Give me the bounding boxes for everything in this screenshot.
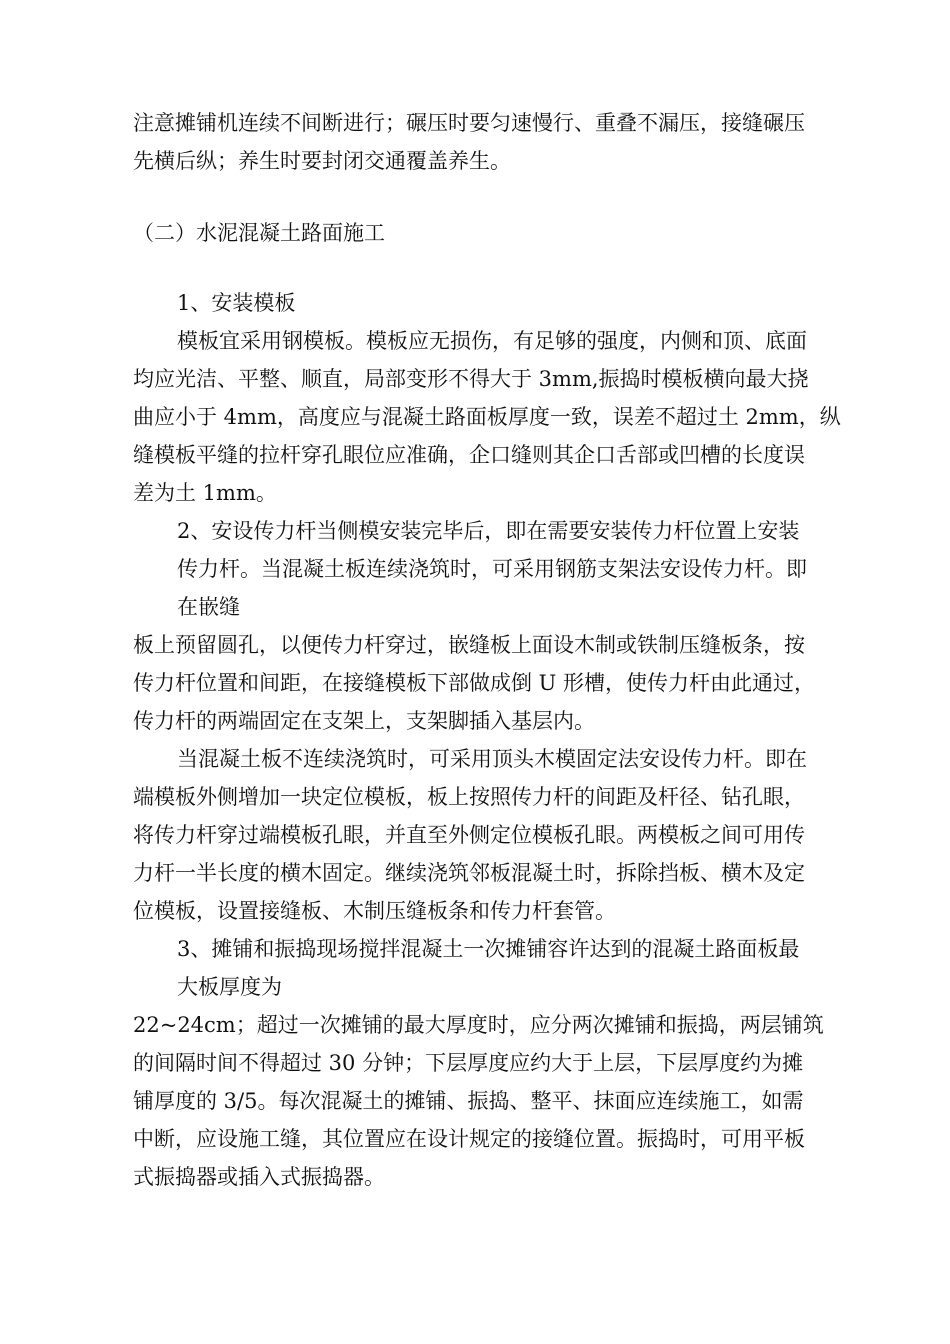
text-line: 位模板，设置接缝板、木制压缝板条和传力杆套管。 bbox=[133, 899, 616, 923]
text-line: 铺厚度的 3/5。每次混凝土的摊铺、振捣、整平、抹面应连续施工，如需 bbox=[133, 1089, 804, 1113]
text-line: 力杆一半长度的横木固定。继续浇筑邻板混凝土时，拆除挡板、横木及定 bbox=[133, 861, 805, 885]
text-line: 端模板外侧增加一块定位模板，板上按照传力杆的间距及杆径、钻孔眼， bbox=[133, 785, 805, 809]
text-line: 缝模板平缝的拉杆穿孔眼位应准确，企口缝则其企口舌部或凹槽的长度误 bbox=[133, 443, 805, 467]
text-line: 曲应小于 4mm，高度应与混凝土路面板厚度一致，误差不超过土 2mm，纵 bbox=[133, 405, 841, 429]
text-line: 均应光洁、平整、顺直，局部变形不得大于 3mm,振捣时模板横向最大挠 bbox=[133, 367, 809, 391]
text-line: 大板厚度为 bbox=[177, 975, 282, 999]
text-line: 传力杆。当混凝土板连续浇筑时，可采用钢筋支架法安设传力杆。即 bbox=[177, 557, 807, 581]
text-line: 注意摊铺机连续不间断进行；碾压时要匀速慢行、重叠不漏压，接缝碾压 bbox=[133, 111, 805, 135]
section-heading: （二）水泥混凝土路面施工 bbox=[133, 221, 385, 245]
sub-heading: 1、安装模板 bbox=[177, 291, 296, 315]
text-line: 传力杆位置和间距，在接缝模板下部做成倒 U 形槽，使传力杆由此通过， bbox=[133, 671, 816, 695]
text-line: 的间隔时间不得超过 30 分钟；下层厚度应约大于上层，下层厚度约为摊 bbox=[133, 1051, 804, 1075]
text-line: 3、摊铺和振捣现场搅拌混凝土一次摊铺容许达到的混凝土路面板最 bbox=[177, 937, 800, 961]
text-line: 22~24cm；超过一次摊铺的最大厚度时，应分两次摊铺和振捣，两层铺筑 bbox=[133, 1013, 824, 1037]
text-line: 式振捣器或插入式振捣器。 bbox=[133, 1165, 385, 1189]
text-line: 在嵌缝 bbox=[177, 595, 240, 619]
text-line: 传力杆的两端固定在支架上，支架脚插入基层内。 bbox=[133, 709, 595, 733]
text-line: 将传力杆穿过端模板孔眼，并直至外侧定位模板孔眼。两模板之间可用传 bbox=[133, 823, 805, 847]
text-line: 板上预留圆孔，以便传力杆穿过，嵌缝板上面设木制或铁制压缝板条，按 bbox=[133, 633, 805, 657]
text-line: 当混凝土板不连续浇筑时，可采用顶头木模固定法安设传力杆。即在 bbox=[177, 747, 807, 771]
text-line: 2、安设传力杆当侧模安装完毕后，即在需要安装传力杆位置上安装 bbox=[177, 519, 800, 543]
text-line: 中断，应设施工缝，其位置应在设计规定的接缝位置。振捣时，可用平板 bbox=[133, 1127, 805, 1151]
text-line: 模板宜采用钢模板。模板应无损伤，有足够的强度，内侧和顶、底面 bbox=[177, 329, 807, 353]
text-line: 先横后纵；养生时要封闭交通覆盖养生。 bbox=[133, 149, 511, 173]
text-line: 差为土 1mm。 bbox=[133, 481, 277, 505]
